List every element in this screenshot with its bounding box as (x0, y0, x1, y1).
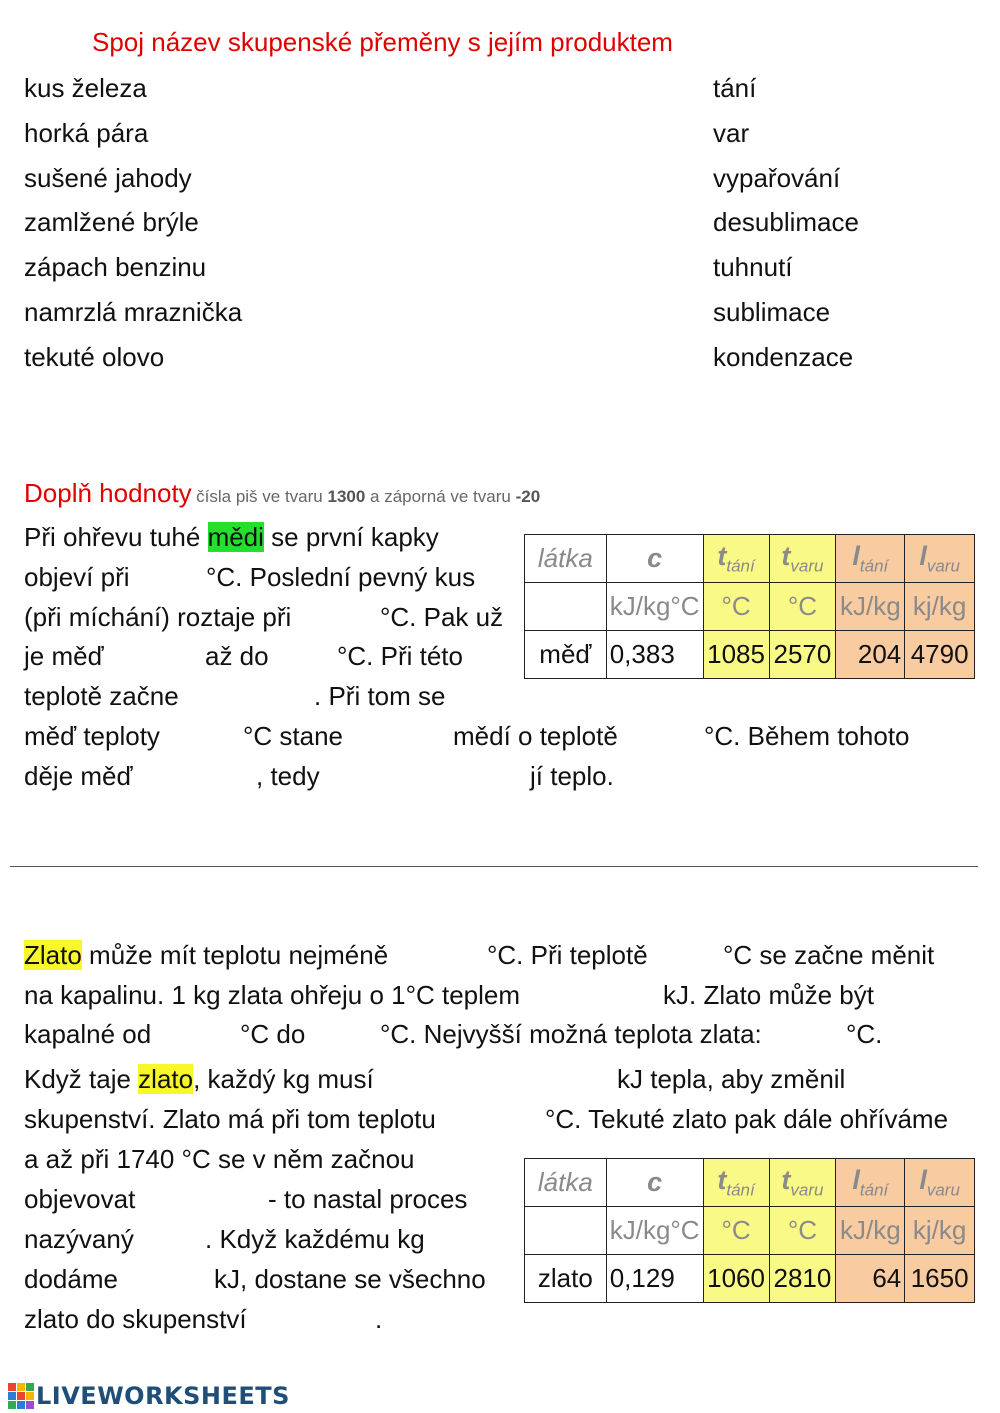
match-right-item[interactable]: tání (713, 73, 757, 103)
logo-cube (17, 1392, 25, 1400)
table-row: měď 0,383 1085 2570 204 4790 (525, 631, 975, 679)
gold-table (524, 1158, 975, 1303)
liveworksheets-logo[interactable] (8, 1381, 290, 1411)
logo-cube (8, 1392, 16, 1400)
match-left-item[interactable]: zamlžené brýle (24, 207, 199, 237)
highlight-copper: mědi (207, 522, 264, 552)
table-units-row: kJ/kg°C °C °C kJ/kg kj/kg (525, 583, 975, 631)
match-left-item[interactable]: zápach benzinu (24, 252, 207, 282)
logo-cube (8, 1401, 16, 1409)
fill-heading: Doplň hodnoty (24, 478, 192, 508)
match-right-item[interactable]: sublimace (713, 297, 831, 327)
match-right-item[interactable]: tuhnutí (713, 252, 793, 282)
table-header-row: látka c $t_{tání}$ $t_{varu}$ $l_{tání}$ $l_{varu}$ (525, 1159, 975, 1207)
table-header-row: látka c $t_{tání}$ $t_{varu}$ $l_{tání}$ $l_{varu}$ (525, 535, 975, 583)
match-right-item[interactable]: var (713, 118, 750, 148)
table-units-row: kJ/kg°C °C °C kJ/kg kj/kg (525, 1207, 975, 1255)
logo-cubes-icon (8, 1383, 34, 1409)
copper-table (524, 534, 975, 679)
match-right-item[interactable]: kondenzace (713, 342, 854, 372)
section-divider (10, 866, 978, 867)
match-left-item[interactable]: horká pára (24, 118, 149, 148)
logo-cube (17, 1401, 25, 1409)
match-right-item[interactable]: desublimace (713, 207, 859, 237)
highlight-gold: zlato (138, 1064, 194, 1094)
logo-cube (17, 1383, 25, 1391)
logo-cube (26, 1401, 34, 1409)
fill-hint: čísla piš ve tvaru 1300 a záporná ve tvaru -20 (196, 487, 541, 506)
match-left-item[interactable]: sušené jahody (24, 163, 192, 193)
table-row: zlato 0,129 1060 2810 64 1650 (525, 1255, 975, 1303)
highlight-gold: Zlato (24, 940, 82, 970)
fill-heading-row (24, 474, 540, 517)
match-left-item[interactable]: namrzlá mraznička (24, 297, 243, 327)
logo-cube (26, 1383, 34, 1391)
match-left-item[interactable]: tekuté olovo (24, 342, 165, 372)
match-right-item[interactable]: vypařování (713, 163, 841, 193)
logo-text: LIVEWORKSHEETS (36, 1382, 290, 1410)
page-title: Spoj název skupenské přeměny s jejím produktem (92, 27, 673, 57)
logo-cube (8, 1383, 16, 1391)
logo-cube (26, 1392, 34, 1400)
match-left-item[interactable]: kus železa (24, 73, 147, 103)
